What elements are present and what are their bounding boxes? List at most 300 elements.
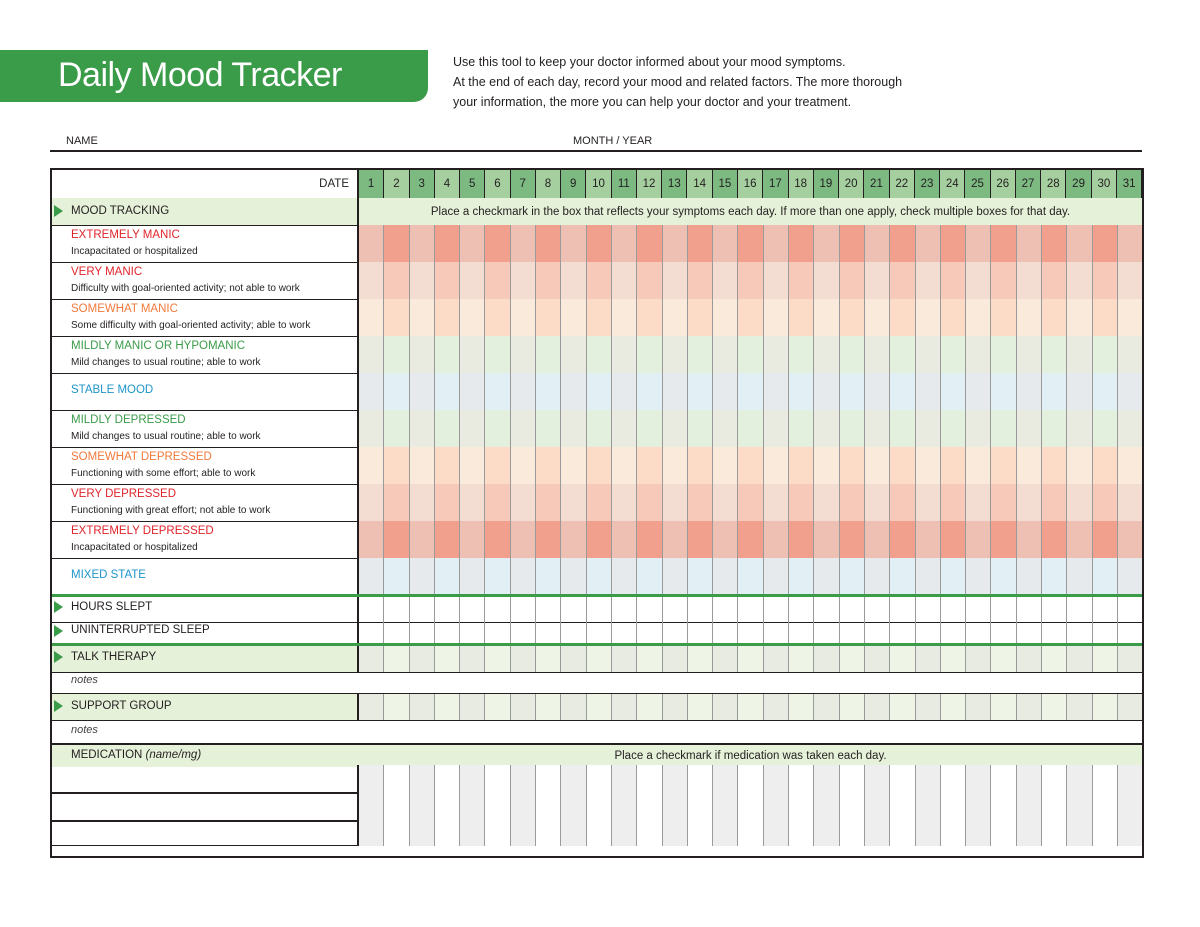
mood-checkbox[interactable] [1118,336,1142,373]
mood-checkbox[interactable] [941,410,966,447]
mood-checkbox[interactable] [1067,521,1092,558]
mood-checkbox[interactable] [789,484,814,521]
mood-checkbox[interactable] [916,373,941,410]
mood-checkbox[interactable] [840,484,865,521]
mood-checkbox[interactable] [713,373,738,410]
mood-checkbox[interactable] [840,225,865,262]
mood-checkbox[interactable] [410,410,435,447]
sleep-cell[interactable] [916,619,941,643]
mood-checkbox[interactable] [1093,373,1118,410]
mood-checkbox[interactable] [561,484,586,521]
mood-checkbox[interactable] [1042,447,1067,484]
medication-cell[interactable] [1118,821,1142,846]
mood-checkbox[interactable] [890,373,915,410]
mood-checkbox[interactable] [384,410,409,447]
mood-checkbox[interactable] [966,373,991,410]
mood-checkbox[interactable] [941,484,966,521]
support-cell[interactable] [738,694,763,720]
medication-cell[interactable] [561,793,586,821]
mood-checkbox[interactable] [1118,484,1142,521]
mood-checkbox[interactable] [840,299,865,336]
mood-checkbox[interactable] [587,410,612,447]
mood-checkbox[interactable] [764,373,789,410]
mood-checkbox[interactable] [384,373,409,410]
medication-cell[interactable] [991,765,1016,793]
medication-cell[interactable] [637,821,662,846]
mood-checkbox[interactable] [1118,558,1142,594]
medication-name-field[interactable] [52,821,359,846]
mood-checkbox[interactable] [966,521,991,558]
mood-checkbox[interactable] [764,262,789,299]
mood-checkbox[interactable] [536,225,561,262]
medication-cell[interactable] [1067,821,1092,846]
mood-checkbox[interactable] [612,558,637,594]
mood-checkbox[interactable] [359,447,384,484]
mood-checkbox[interactable] [485,373,510,410]
mood-checkbox[interactable] [865,373,890,410]
mood-checkbox[interactable] [789,558,814,594]
mood-checkbox[interactable] [460,447,485,484]
mood-checkbox[interactable] [359,558,384,594]
mood-checkbox[interactable] [663,447,688,484]
mood-checkbox[interactable] [688,521,713,558]
mood-checkbox[interactable] [587,336,612,373]
mood-checkbox[interactable] [814,225,839,262]
mood-checkbox[interactable] [359,336,384,373]
support-cell[interactable] [435,694,460,720]
mood-checkbox[interactable] [410,558,435,594]
mood-checkbox[interactable] [1042,558,1067,594]
mood-checkbox[interactable] [359,484,384,521]
mood-checkbox[interactable] [637,336,662,373]
mood-checkbox[interactable] [435,521,460,558]
mood-checkbox[interactable] [511,410,536,447]
mood-checkbox[interactable] [941,336,966,373]
mood-checkbox[interactable] [460,262,485,299]
mood-checkbox[interactable] [637,558,662,594]
sleep-cell[interactable] [485,619,510,643]
mood-checkbox[interactable] [536,558,561,594]
mood-checkbox[interactable] [410,336,435,373]
mood-checkbox[interactable] [1067,410,1092,447]
mood-checkbox[interactable] [460,336,485,373]
mood-checkbox[interactable] [561,410,586,447]
medication-cell[interactable] [1093,793,1118,821]
mood-checkbox[interactable] [511,521,536,558]
mood-checkbox[interactable] [890,484,915,521]
mood-checkbox[interactable] [738,373,763,410]
mood-checkbox[interactable] [460,299,485,336]
mood-checkbox[interactable] [966,447,991,484]
sleep-cell[interactable] [359,619,384,643]
mood-checkbox[interactable] [941,299,966,336]
medication-cell[interactable] [435,821,460,846]
sleep-cell[interactable] [460,619,485,643]
mood-checkbox[interactable] [713,262,738,299]
mood-checkbox[interactable] [966,336,991,373]
medication-cell[interactable] [1042,793,1067,821]
support-cell[interactable] [840,694,865,720]
mood-checkbox[interactable] [511,336,536,373]
mood-checkbox[interactable] [1118,447,1142,484]
medication-cell[interactable] [789,821,814,846]
mood-checkbox[interactable] [536,262,561,299]
mood-checkbox[interactable] [1017,447,1042,484]
mood-checkbox[interactable] [1118,299,1142,336]
mood-checkbox[interactable] [460,373,485,410]
medication-cell[interactable] [587,821,612,846]
medication-cell[interactable] [916,821,941,846]
support-cell[interactable] [1042,694,1067,720]
mood-checkbox[interactable] [688,410,713,447]
medication-cell[interactable] [460,765,485,793]
mood-checkbox[interactable] [688,558,713,594]
mood-checkbox[interactable] [814,484,839,521]
mood-checkbox[interactable] [1067,558,1092,594]
support-cell[interactable] [1118,694,1142,720]
mood-checkbox[interactable] [738,336,763,373]
sleep-cell[interactable] [966,619,991,643]
mood-checkbox[interactable] [890,521,915,558]
mood-checkbox[interactable] [384,299,409,336]
mood-checkbox[interactable] [384,262,409,299]
mood-checkbox[interactable] [916,447,941,484]
mood-checkbox[interactable] [991,373,1016,410]
mood-checkbox[interactable] [814,521,839,558]
support-cell[interactable] [536,694,561,720]
medication-cell[interactable] [485,821,510,846]
medication-cell[interactable] [764,765,789,793]
support-cell[interactable] [511,694,536,720]
support-cell[interactable] [561,694,586,720]
mood-checkbox[interactable] [789,336,814,373]
mood-checkbox[interactable] [865,225,890,262]
medication-cell[interactable] [536,821,561,846]
mood-checkbox[interactable] [865,336,890,373]
medication-cell[interactable] [460,821,485,846]
mood-checkbox[interactable] [991,336,1016,373]
mood-checkbox[interactable] [561,225,586,262]
mood-checkbox[interactable] [991,225,1016,262]
mood-checkbox[interactable] [485,447,510,484]
support-cell[interactable] [966,694,991,720]
mood-checkbox[interactable] [435,336,460,373]
mood-checkbox[interactable] [1118,373,1142,410]
medication-cell[interactable] [713,821,738,846]
mood-checkbox[interactable] [359,225,384,262]
mood-checkbox[interactable] [713,447,738,484]
mood-checkbox[interactable] [460,521,485,558]
mood-checkbox[interactable] [536,336,561,373]
mood-checkbox[interactable] [916,558,941,594]
medication-cell[interactable] [840,793,865,821]
mood-checkbox[interactable] [764,484,789,521]
medication-cell[interactable] [789,765,814,793]
mood-checkbox[interactable] [991,447,1016,484]
medication-cell[interactable] [359,793,384,821]
mood-checkbox[interactable] [789,447,814,484]
mood-checkbox[interactable] [865,447,890,484]
mood-checkbox[interactable] [460,484,485,521]
mood-checkbox[interactable] [991,521,1016,558]
mood-checkbox[interactable] [890,558,915,594]
mood-checkbox[interactable] [1093,484,1118,521]
support-cell[interactable] [991,694,1016,720]
mood-checkbox[interactable] [966,410,991,447]
mood-checkbox[interactable] [485,484,510,521]
mood-checkbox[interactable] [1067,262,1092,299]
mood-checkbox[interactable] [865,521,890,558]
sleep-cell[interactable] [536,619,561,643]
sleep-cell[interactable] [814,619,839,643]
support-cell[interactable] [1017,694,1042,720]
mood-checkbox[interactable] [1042,410,1067,447]
medication-cell[interactable] [738,765,763,793]
mood-checkbox[interactable] [410,299,435,336]
mood-checkbox[interactable] [1042,484,1067,521]
medication-cell[interactable] [410,793,435,821]
mood-checkbox[interactable] [738,262,763,299]
therapy-notes[interactable]: notes [71,674,98,686]
medication-cell[interactable] [966,821,991,846]
mood-checkbox[interactable] [966,225,991,262]
medication-cell[interactable] [561,821,586,846]
medication-cell[interactable] [663,821,688,846]
mood-checkbox[interactable] [814,447,839,484]
mood-checkbox[interactable] [738,484,763,521]
medication-cell[interactable] [1067,765,1092,793]
medication-cell[interactable] [612,793,637,821]
mood-checkbox[interactable] [536,484,561,521]
mood-checkbox[interactable] [865,299,890,336]
sleep-cell[interactable] [410,619,435,643]
medication-cell[interactable] [1017,821,1042,846]
mood-checkbox[interactable] [789,373,814,410]
mood-checkbox[interactable] [435,299,460,336]
mood-checkbox[interactable] [485,262,510,299]
mood-checkbox[interactable] [410,262,435,299]
support-cell[interactable] [890,694,915,720]
sleep-cell[interactable] [663,619,688,643]
mood-checkbox[interactable] [840,447,865,484]
mood-checkbox[interactable] [410,225,435,262]
medication-cell[interactable] [890,765,915,793]
medication-cell[interactable] [713,765,738,793]
sleep-cell[interactable] [637,619,662,643]
mood-checkbox[interactable] [587,484,612,521]
support-cell[interactable] [814,694,839,720]
sleep-cell[interactable] [1118,619,1142,643]
mood-checkbox[interactable] [435,225,460,262]
sleep-cell[interactable] [1093,619,1118,643]
medication-cell[interactable] [865,765,890,793]
mood-checkbox[interactable] [460,225,485,262]
mood-checkbox[interactable] [460,410,485,447]
medication-cell[interactable] [688,793,713,821]
mood-checkbox[interactable] [688,336,713,373]
mood-checkbox[interactable] [384,484,409,521]
mood-checkbox[interactable] [663,225,688,262]
mood-checkbox[interactable] [966,558,991,594]
mood-checkbox[interactable] [991,558,1016,594]
mood-checkbox[interactable] [587,558,612,594]
mood-checkbox[interactable] [1042,262,1067,299]
mood-checkbox[interactable] [966,262,991,299]
mood-checkbox[interactable] [561,336,586,373]
mood-checkbox[interactable] [688,262,713,299]
medication-cell[interactable] [384,793,409,821]
mood-checkbox[interactable] [789,262,814,299]
medication-cell[interactable] [637,793,662,821]
medication-cell[interactable] [663,765,688,793]
mood-checkbox[interactable] [991,299,1016,336]
medication-cell[interactable] [865,793,890,821]
mood-checkbox[interactable] [587,521,612,558]
sleep-cell[interactable] [840,619,865,643]
mood-checkbox[interactable] [814,299,839,336]
mood-checkbox[interactable] [460,558,485,594]
mood-checkbox[interactable] [1093,225,1118,262]
mood-checkbox[interactable] [713,521,738,558]
medication-cell[interactable] [890,793,915,821]
mood-checkbox[interactable] [890,225,915,262]
mood-checkbox[interactable] [1093,336,1118,373]
mood-checkbox[interactable] [561,299,586,336]
mood-checkbox[interactable] [764,521,789,558]
medication-cell[interactable] [1042,821,1067,846]
mood-checkbox[interactable] [991,484,1016,521]
support-cell[interactable] [865,694,890,720]
mood-checkbox[interactable] [587,225,612,262]
support-cell[interactable] [460,694,485,720]
mood-checkbox[interactable] [1067,299,1092,336]
mood-checkbox[interactable] [1017,262,1042,299]
mood-checkbox[interactable] [916,410,941,447]
support-cell[interactable] [612,694,637,720]
medication-cell[interactable] [536,793,561,821]
sleep-cell[interactable] [713,619,738,643]
mood-checkbox[interactable] [561,373,586,410]
mood-checkbox[interactable] [764,299,789,336]
mood-checkbox[interactable] [1017,484,1042,521]
medication-cell[interactable] [561,765,586,793]
mood-checkbox[interactable] [1093,521,1118,558]
mood-checkbox[interactable] [789,299,814,336]
medication-cell[interactable] [359,765,384,793]
medication-cell[interactable] [511,765,536,793]
medication-cell[interactable] [941,793,966,821]
medication-cell[interactable] [738,793,763,821]
mood-checkbox[interactable] [840,521,865,558]
medication-cell[interactable] [1093,765,1118,793]
mood-checkbox[interactable] [587,299,612,336]
medication-cell[interactable] [789,793,814,821]
medication-cell[interactable] [1118,793,1142,821]
mood-checkbox[interactable] [1118,410,1142,447]
mood-checkbox[interactable] [1118,262,1142,299]
medication-cell[interactable] [738,821,763,846]
mood-checkbox[interactable] [637,447,662,484]
sleep-cell[interactable] [738,619,763,643]
mood-checkbox[interactable] [890,336,915,373]
mood-checkbox[interactable] [1017,299,1042,336]
medication-name-field[interactable] [52,793,359,821]
support-cell[interactable] [916,694,941,720]
mood-checkbox[interactable] [663,262,688,299]
mood-checkbox[interactable] [916,299,941,336]
mood-checkbox[interactable] [916,225,941,262]
mood-checkbox[interactable] [663,484,688,521]
mood-checkbox[interactable] [991,262,1016,299]
support-cell[interactable] [637,694,662,720]
mood-checkbox[interactable] [511,225,536,262]
mood-checkbox[interactable] [612,262,637,299]
mood-checkbox[interactable] [941,225,966,262]
mood-checkbox[interactable] [1017,336,1042,373]
sleep-cell[interactable] [511,619,536,643]
medication-cell[interactable] [637,765,662,793]
mood-checkbox[interactable] [738,225,763,262]
sleep-cell[interactable] [941,619,966,643]
mood-checkbox[interactable] [890,299,915,336]
mood-checkbox[interactable] [359,373,384,410]
medication-cell[interactable] [435,793,460,821]
mood-checkbox[interactable] [1093,558,1118,594]
mood-checkbox[interactable] [941,447,966,484]
mood-checkbox[interactable] [865,410,890,447]
medication-cell[interactable] [991,793,1016,821]
mood-checkbox[interactable] [1017,225,1042,262]
medication-cell[interactable] [840,821,865,846]
mood-checkbox[interactable] [511,447,536,484]
mood-checkbox[interactable] [713,299,738,336]
mood-checkbox[interactable] [612,447,637,484]
support-cell[interactable] [587,694,612,720]
mood-checkbox[interactable] [966,299,991,336]
mood-checkbox[interactable] [1067,373,1092,410]
mood-checkbox[interactable] [612,484,637,521]
mood-checkbox[interactable] [865,558,890,594]
medication-cell[interactable] [511,793,536,821]
mood-checkbox[interactable] [435,484,460,521]
mood-checkbox[interactable] [637,262,662,299]
mood-checkbox[interactable] [410,484,435,521]
mood-checkbox[interactable] [359,299,384,336]
medication-cell[interactable] [966,765,991,793]
mood-checkbox[interactable] [688,484,713,521]
medication-cell[interactable] [359,821,384,846]
mood-checkbox[interactable] [637,484,662,521]
medication-cell[interactable] [587,793,612,821]
mood-checkbox[interactable] [890,447,915,484]
medication-cell[interactable] [840,765,865,793]
mood-checkbox[interactable] [688,373,713,410]
medication-cell[interactable] [460,793,485,821]
mood-checkbox[interactable] [713,558,738,594]
medication-cell[interactable] [612,821,637,846]
mood-checkbox[interactable] [764,225,789,262]
mood-checkbox[interactable] [764,447,789,484]
medication-cell[interactable] [1017,765,1042,793]
mood-checkbox[interactable] [713,225,738,262]
mood-checkbox[interactable] [663,558,688,594]
mood-checkbox[interactable] [1017,521,1042,558]
mood-checkbox[interactable] [789,521,814,558]
sleep-cell[interactable] [688,619,713,643]
mood-checkbox[interactable] [1017,558,1042,594]
medication-cell[interactable] [1093,821,1118,846]
mood-checkbox[interactable] [890,410,915,447]
